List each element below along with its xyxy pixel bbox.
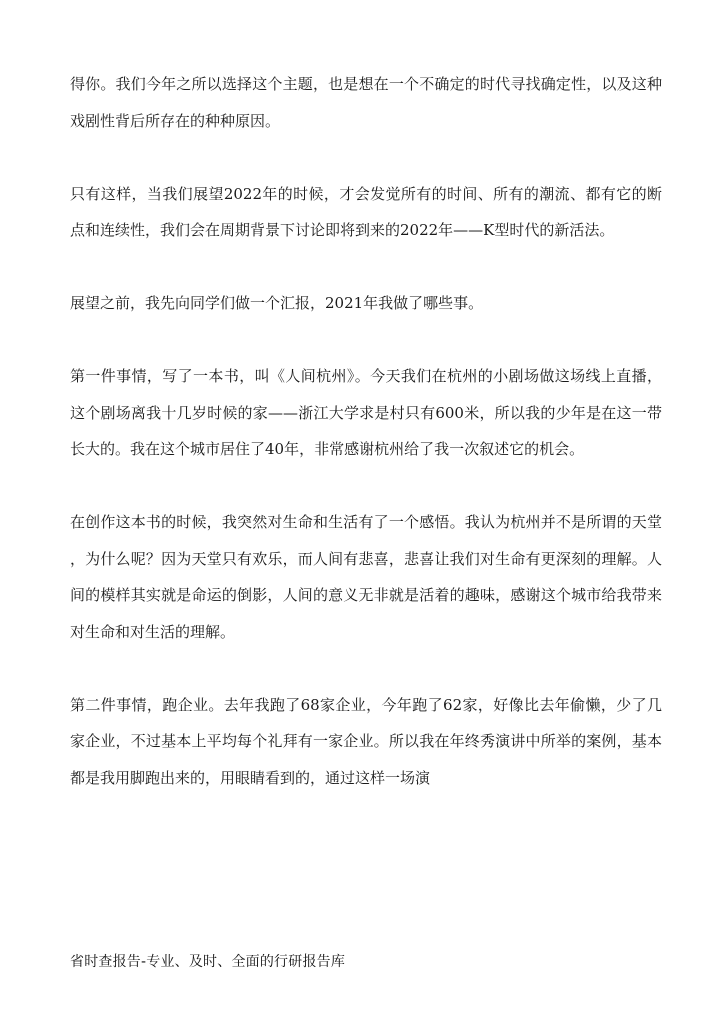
footer-source-note: 省时查报告-专业、及时、全面的行研报告库 — [70, 954, 346, 970]
paragraph-spacer — [70, 139, 662, 176]
paragraph-spacer — [70, 249, 662, 286]
paragraph-5: 在创作这本书的时候，我突然对生命和生活有了一个感悟。我认为杭州并不是所谓的天堂，为什么呢？因为天堂只有欢乐，而人间有悲喜，悲喜让我们对生命有更深刻的理解。人间的模样其实就是命运的倒影，人间的意义无非就是活着的趣味，感谢这个城市给我带来对生命和对生活的理解。 — [70, 513, 662, 641]
paragraph-1: 得你。我们今年之所以选择这个主题，也是想在一个不确定的时代寻找确定性，以及这种戏剧性背后所存在的种种原因。 — [70, 75, 662, 130]
paragraph-3: 展望之前，我先向同学们做一个汇报，2021年我做了哪些事。 — [70, 294, 484, 312]
paragraph-spacer — [70, 322, 662, 359]
paragraph-spacer — [70, 650, 662, 687]
article-body — [70, 66, 662, 796]
paragraph-4: 第一件事情，写了一本书，叫《人间杭州》。今天我们在杭州的小剧场做这场线上直播，这个剧场离我十几岁时候的家——浙江大学求是村只有600米，所以我的少年是在这一带长大的。我在这个城市居住了40年，非常感谢杭州给了我一次叙述它的机会。 — [70, 367, 662, 458]
paragraph-spacer — [70, 468, 662, 505]
paragraph-6: 第二件事情，跑企业。去年我跑了68家企业，今年跑了62家，好像比去年偷懒，少了几家企业，不过基本上平均每个礼拜有一家企业。所以我在年终秀演讲中所举的案例，基本都是我用脚跑出来的，用眼睛看到的，通过这样一场演 — [70, 695, 662, 787]
paragraph-2: 只有这样，当我们展望2022年的时候，才会发觉所有的时间、所有的潮流、都有它的断点和连续性，我们会在周期背景下讨论即将到来的2022年——K型时代的新活法。 — [70, 184, 662, 239]
